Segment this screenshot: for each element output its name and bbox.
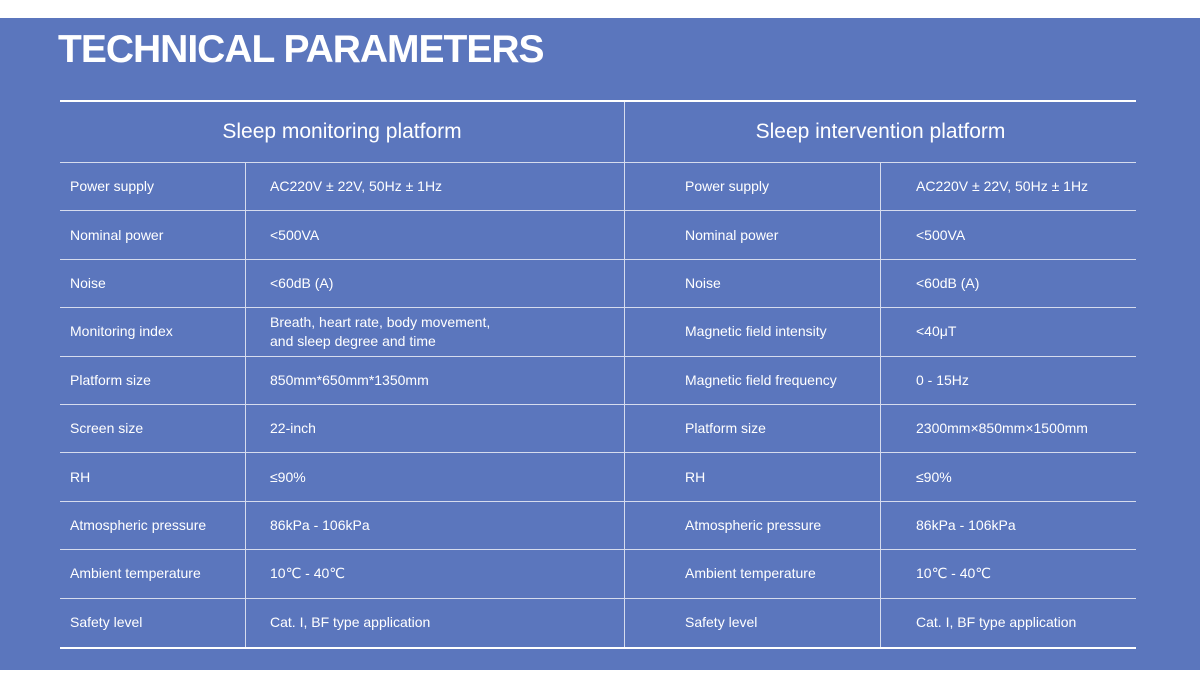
intervention-param-label: Atmospheric pressure bbox=[625, 502, 881, 549]
table-row bbox=[60, 211, 1136, 259]
monitoring-param-label: Power supply bbox=[60, 163, 246, 210]
monitoring-param-label: RH bbox=[60, 453, 246, 500]
monitoring-param-value: <500VA bbox=[246, 211, 625, 258]
table-row bbox=[60, 502, 1136, 550]
monitoring-param-label: Nominal power bbox=[60, 211, 246, 258]
page-title: TECHNICAL PARAMETERS bbox=[58, 28, 544, 71]
intervention-param-label: Magnetic field frequency bbox=[625, 357, 881, 404]
monitoring-param-value: 850mm*650mm*1350mm bbox=[246, 357, 625, 404]
monitoring-param-value: AC220V ± 22V, 50Hz ± 1Hz bbox=[246, 163, 625, 210]
intervention-param-value: 86kPa - 106kPa bbox=[916, 516, 1016, 533]
table-row bbox=[60, 405, 1136, 453]
table-row bbox=[60, 550, 1136, 598]
table-row bbox=[60, 260, 1136, 308]
table-header-row bbox=[60, 102, 1136, 163]
intervention-param-value: AC220V ± 22V, 50Hz ± 1Hz bbox=[916, 178, 1089, 195]
intervention-param-value: <500VA bbox=[916, 226, 966, 243]
monitoring-param-label: Noise bbox=[60, 260, 246, 307]
monitoring-param-value: 86kPa - 106kPa bbox=[246, 502, 625, 549]
intervention-param-label: Nominal power bbox=[625, 211, 881, 258]
parameters-panel bbox=[0, 18, 1200, 670]
monitoring-param-value: Cat. I, BF type application bbox=[246, 599, 625, 647]
intervention-param-label: Noise bbox=[625, 260, 881, 307]
monitoring-param-value: 22-inch bbox=[246, 405, 625, 452]
monitoring-param-label: Safety level bbox=[60, 599, 246, 647]
intervention-param-value: 2300mm×850mm×1500mm bbox=[916, 420, 1088, 437]
intervention-param-value: 10℃ - 40℃ bbox=[916, 565, 992, 582]
table-row bbox=[60, 453, 1136, 501]
monitoring-param-value: ≤90% bbox=[246, 453, 625, 500]
monitoring-param-label: Monitoring index bbox=[60, 308, 246, 355]
monitoring-param-value: 10℃ - 40℃ bbox=[246, 550, 625, 597]
intervention-param-label: Ambient temperature bbox=[625, 550, 881, 597]
intervention-param-value: <40μT bbox=[916, 323, 957, 340]
table-row bbox=[60, 599, 1136, 647]
parameters-table bbox=[60, 100, 1136, 649]
monitoring-param-label: Platform size bbox=[60, 357, 246, 404]
monitoring-param-value: Breath, heart rate, body movement, and sleep degree and time bbox=[246, 308, 625, 355]
intervention-param-label: Power supply bbox=[625, 163, 881, 210]
intervention-param-value: 0 - 15Hz bbox=[916, 371, 969, 388]
table-row bbox=[60, 357, 1136, 405]
intervention-param-label: RH bbox=[625, 453, 881, 500]
intervention-param-value: <60dB (A) bbox=[916, 274, 980, 291]
intervention-param-label: Safety level bbox=[625, 599, 881, 647]
header-sleep-monitoring-platform: Sleep monitoring platform bbox=[60, 102, 625, 162]
monitoring-param-label: Screen size bbox=[60, 405, 246, 452]
intervention-param-value: Cat. I, BF type application bbox=[916, 614, 1077, 631]
intervention-param-label: Platform size bbox=[625, 405, 881, 452]
intervention-param-label: Magnetic field intensity bbox=[625, 308, 881, 355]
monitoring-param-label: Ambient temperature bbox=[60, 550, 246, 597]
table-row bbox=[60, 163, 1136, 211]
header-sleep-intervention-platform: Sleep intervention platform bbox=[755, 120, 1006, 143]
monitoring-param-value: <60dB (A) bbox=[246, 260, 625, 307]
table-row bbox=[60, 308, 1136, 356]
intervention-param-value: ≤90% bbox=[916, 468, 952, 485]
monitoring-param-label: Atmospheric pressure bbox=[60, 502, 246, 549]
